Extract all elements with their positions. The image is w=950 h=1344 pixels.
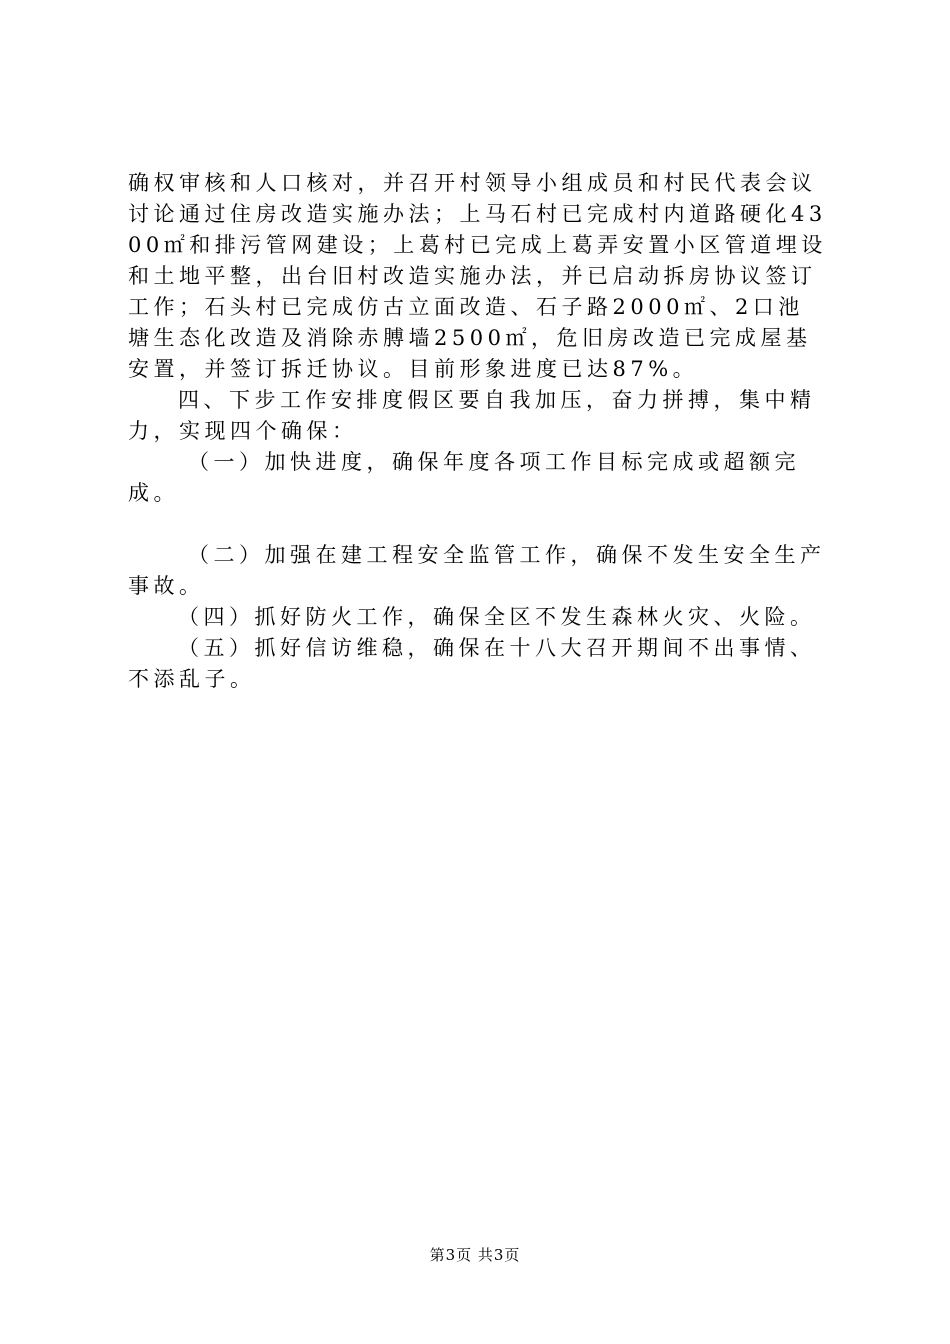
page-footer <box>0 1244 950 1265</box>
document-body <box>128 168 828 695</box>
paragraph-item-1: （一）加快进度，确保年度各项工作目标完成或超额完成。 <box>128 450 800 505</box>
paragraph-item-4: （四）抓好防火工作，确保全区不发生森林火灾、火险。 <box>178 605 816 629</box>
paragraph-progress-report: 确权审核和人口核对，并召开村领导小组成员和村民代表会议讨论通过住房改造实施办法；上马石村已完成村内道路硬化4300㎡和排污管网建设；上葛村已完成上葛弄安置小区管道埋设和土地平整，出台旧村改造实施办法，并已启动拆房协议签订工作；石头村已完成仿古立面改造、石子路2000㎡、2口池塘生态化改造及消除赤膊墙2500㎡，危旧房改造已完成屋基安置，并签订拆迁协议。目前形象进度已达87%。 <box>128 171 827 381</box>
paragraph-next-steps-heading: 四、下步工作安排度假区要自我加压，奋力拼搏，集中精力，实现四个确保： <box>128 388 816 443</box>
page-number-label: 第3页 共3页 <box>429 1246 521 1264</box>
paragraph-item-2: （二）加强在建工程安全监管工作，确保不发生安全生产事故。 <box>128 543 826 598</box>
paragraph-spacer <box>128 509 828 540</box>
paragraph-item-5: （五）抓好信访维稳，确保在十八大召开期间不出事情、不添乱子。 <box>128 636 816 691</box>
